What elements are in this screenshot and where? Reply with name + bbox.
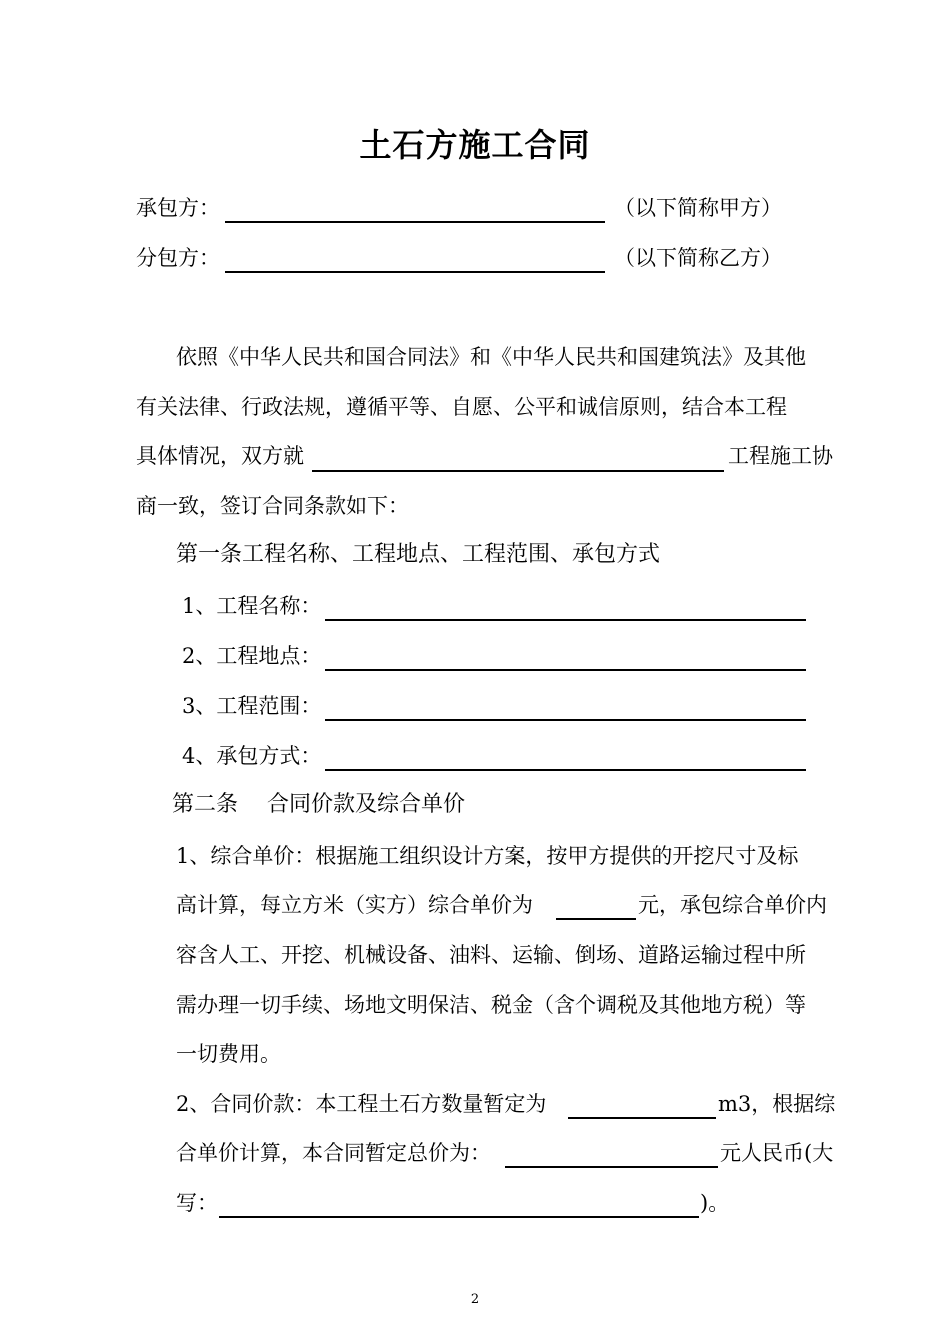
article-2-p1-line-4: 需办理一切手续、场地文明保洁、税金（含个调税及其他地方税）等 xyxy=(176,993,806,1017)
article-2-p2-line-3-suffix: )。 xyxy=(700,1191,730,1215)
article-2-p2-line-1-prefix: 2、合同价款：本工程土石方数量暂定为 xyxy=(176,1092,547,1116)
preamble-line-3-prefix: 具体情况，双方就 xyxy=(136,444,304,468)
article-2-p2-line-2-suffix: 元人民币(大 xyxy=(720,1141,834,1165)
article-2-heading: 第二条 合同价款及综合单价 xyxy=(172,792,465,817)
article-2-p2-line-1-suffix: m3，根据综 xyxy=(718,1092,836,1116)
contract-method-field[interactable] xyxy=(325,751,806,771)
project-location-field[interactable] xyxy=(325,651,806,671)
subcontractor-row xyxy=(136,243,220,273)
preamble-line-1: 依照《中华人民共和国合同法》和《中华人民共和国建筑法》及其他 xyxy=(176,345,806,369)
article-1-heading: 第一条工程名称、工程地点、工程范围、承包方式 xyxy=(176,542,661,567)
quantity-blank[interactable] xyxy=(568,1099,716,1119)
contractor-blank[interactable] xyxy=(225,203,605,223)
contractor-row xyxy=(136,193,220,223)
project-scope-field[interactable] xyxy=(325,701,806,721)
article-1-item-2: 2、工程地点： xyxy=(182,644,322,668)
preamble-line-2: 有关法律、行政法规，遵循平等、自愿、公平和诚信原则，结合本工程 xyxy=(136,395,787,419)
article-2-p1-line-5: 一切费用。 xyxy=(176,1042,281,1066)
article-2-p2-line-2-prefix: 合单价计算，本合同暂定总价为： xyxy=(176,1141,491,1165)
article-1-item-3: 3、工程范围： xyxy=(182,694,322,718)
article-2-p2-line-3-prefix: 写： xyxy=(176,1191,218,1215)
subcontractor-label: 分包方： xyxy=(136,246,220,270)
article-1-item-1: 1、工程名称： xyxy=(182,594,322,618)
total-price-words-blank[interactable] xyxy=(219,1198,699,1218)
article-2-p1-line-1: 1、综合单价：根据施工组织设计方案，按甲方提供的开挖尺寸及标 xyxy=(176,844,799,868)
article-2-p1-line-3: 容含人工、开挖、机械设备、油料、运输、倒场、道路运输过程中所 xyxy=(176,943,806,967)
project-name-blank[interactable] xyxy=(312,452,724,472)
contractor-label: 承包方： xyxy=(136,196,220,220)
preamble-line-3-suffix: 工程施工协 xyxy=(728,444,833,468)
subcontractor-suffix: （以下简称乙方） xyxy=(614,246,782,270)
article-2-p1-line-2-prefix: 高计算，每立方米（实方）综合单价为 xyxy=(176,893,533,917)
preamble-line-4: 商一致，签订合同条款如下： xyxy=(136,494,409,518)
document-title: 土石方施工合同 xyxy=(359,126,591,164)
contractor-suffix: （以下简称甲方） xyxy=(614,196,782,220)
total-price-blank[interactable] xyxy=(505,1148,718,1168)
unit-price-blank[interactable] xyxy=(556,900,636,920)
subcontractor-blank[interactable] xyxy=(225,253,605,273)
page-number: 2 xyxy=(470,1292,480,1307)
article-2-p1-line-2-suffix: 元，承包综合单价内 xyxy=(638,893,827,917)
article-1-item-4: 4、承包方式： xyxy=(182,744,322,768)
project-name-field[interactable] xyxy=(325,601,806,621)
